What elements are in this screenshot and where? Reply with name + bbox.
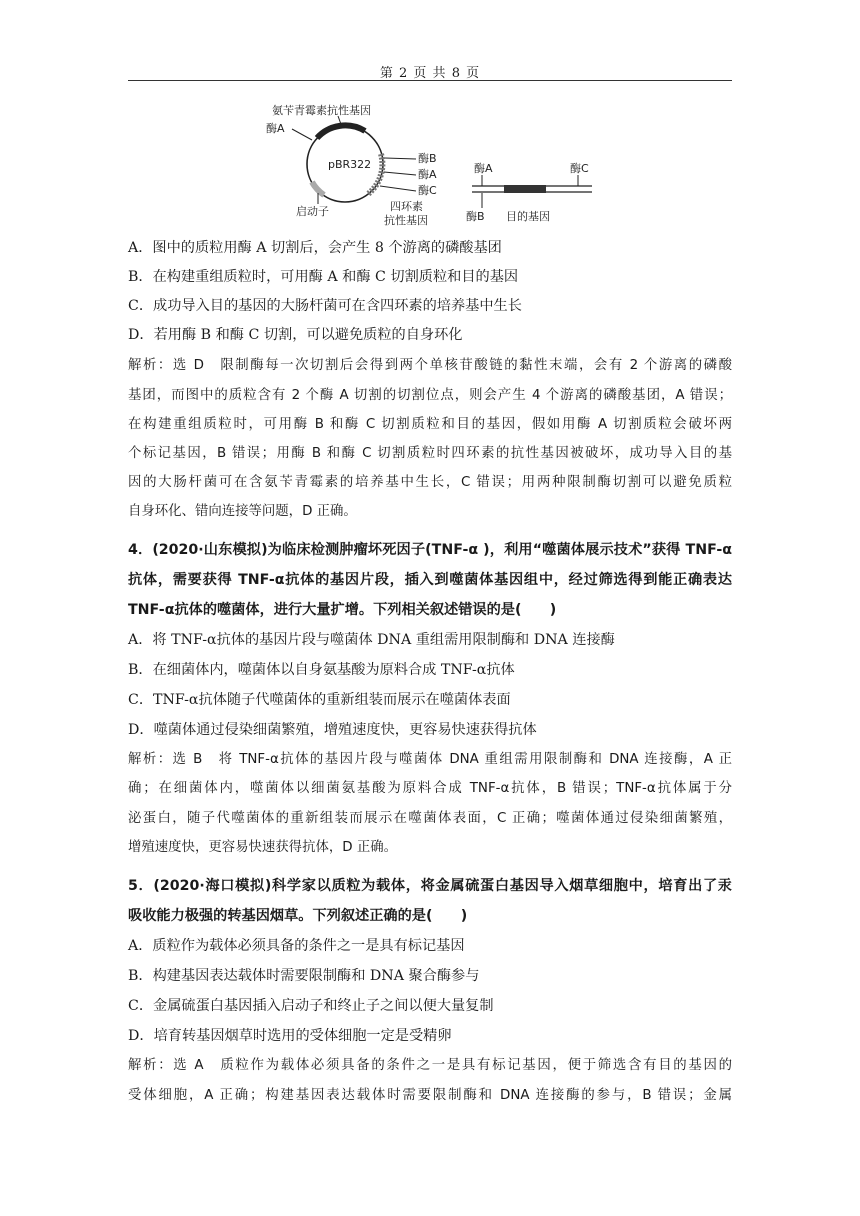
plasmid-figure: [260, 96, 600, 236]
q4-option-d: D．噬菌体通过侵染细菌繁殖，增殖速度快，更容易快速获得抗体: [128, 722, 537, 738]
q5-option-c: C．金属硫蛋白基因插入启动子和终止子之间以便大量复制: [128, 998, 494, 1014]
q5-option-b: B．构建基因表达载体时需要限制酶和 DNA 聚合酶参与: [128, 968, 480, 984]
q5-stem-1: 5．(2020·海口模拟)科学家以质粒为载体，将金属硫蛋白基因导入烟草细胞中，培育出了汞: [128, 878, 732, 894]
label-frag-enzyme-c: 酶C: [570, 162, 589, 175]
q4-explanation-1: 解析：选 B 将 TNF-α抗体的基因片段与噬菌体 DNA 重组需用限制酶和 DNA 连接酶，A 正: [128, 752, 732, 767]
header-divider: [128, 80, 732, 81]
q3-explanation-1: 解析：选 D 限制酶每一次切割后会得到两个单核苷酸链的黏性末端，会有 2 个游离的磷酸: [128, 358, 732, 373]
label-frag-enzyme-a: 酶A: [474, 162, 493, 175]
q4-explanation-3: 泌蛋白，随子代噬菌体的重新组装而展示在噬菌体表面，C 正确；噬菌体通过侵染细菌繁殖，: [128, 811, 732, 826]
label-promoter: 启动子: [296, 205, 329, 218]
label-tet-2: 抗性基因: [384, 214, 428, 227]
q3-explanation-5: 因的大肠杆菌可在含氨苄青霉素的培养基中生长，C 错误；用两种限制酶切割可以避免质粒: [128, 475, 732, 490]
q4-stem-3: TNF-α抗体的噬菌体，进行大量扩增。下列相关叙述错误的是( ): [128, 602, 557, 618]
label-tet-1: 四环素: [390, 200, 423, 213]
q4-stem-2: 抗体，需要获得 TNF-α抗体的基因片段，插入到噬菌体基因组中，经过筛选得到能正确表达: [128, 572, 732, 588]
q5-explanation-1: 解析：选 A 质粒作为载体必须具备的条件之一是具有标记基因，便于筛选含有目的基因的: [128, 1058, 732, 1073]
q3-option-b: B．在构建重组质粒时，可用酶 A 和酶 C 切割质粒和目的基因: [128, 269, 519, 285]
label-enzyme-a-top: 酶A: [266, 122, 285, 135]
q4-option-b: B．在细菌体内，噬菌体以自身氨基酸为原料合成 TNF-α抗体: [128, 662, 515, 678]
amp-gene-arc: [317, 125, 365, 138]
q5-stem-2: 吸收能力极强的转基因烟草。下列叙述正确的是( ): [128, 908, 468, 924]
target-gene-box: [504, 185, 546, 193]
label-amp-gene: 氨苄青霉素抗性基因: [272, 104, 371, 117]
plasmid-diagram: [260, 96, 600, 236]
q4-option-a: A．将 TNF-α抗体的基因片段与噬菌体 DNA 重组需用限制酶和 DNA 连接酶: [128, 632, 615, 648]
label-enzyme-b: 酶B: [418, 152, 437, 165]
page-header: 第 2 页 共 8 页: [379, 66, 481, 81]
q3-option-a: A．图中的质粒用酶 A 切割后，会产生 8 个游离的磷酸基团: [128, 240, 502, 256]
q5-option-a: A．质粒作为载体必须具备的条件之一是具有标记基因: [128, 938, 465, 954]
q3-explanation-3: 在构建重组质粒时，可用酶 B 和酶 C 切割质粒和目的基因，假如用酶 A 切割质粒会破坏两: [128, 417, 732, 432]
q3-option-d: D．若用酶 B 和酶 C 切割，可以避免质粒的自身环化: [128, 327, 463, 343]
q4-option-c: C．TNF-α抗体随子代噬菌体的重新组装而展示在噬菌体表面: [128, 692, 511, 708]
label-enzyme-c: 酶C: [418, 184, 437, 197]
label-target-gene: 目的基因: [506, 210, 550, 223]
q5-option-d: D．培育转基因烟草时选用的受体细胞一定是受精卵: [128, 1028, 452, 1044]
q4-stem-1: 4．(2020·山东模拟)为临床检测肿瘤坏死因子(TNF-α )，利用“噬菌体展示技术”获得 TNF-α: [128, 542, 732, 558]
q3-explanation-4: 个标记基因，B 错误；用酶 B 和酶 C 切割质粒时四环素的抗性基因被破坏，成功导入目的基: [128, 446, 732, 461]
label-frag-enzyme-b: 酶B: [466, 210, 485, 223]
q4-explanation-2: 确；在细菌体内，噬菌体以细菌氨基酸为原料合成 TNF-α抗体，B 错误；TNF-α抗体属于分: [128, 781, 732, 796]
label-enzyme-a: 酶A: [418, 168, 437, 181]
q5-explanation-2: 受体细胞，A 正确；构建基因表达载体时需要限制酶和 DNA 连接酶的参与，B 错误；金属: [128, 1088, 732, 1103]
q3-explanation-6: 自身环化、错向连接等问题，D 正确。: [128, 504, 357, 519]
q3-option-c: C．成功导入目的基因的大肠杆菌可在含四环素的培养基中生长: [128, 298, 522, 314]
q3-explanation-2: 基团，而图中的质粒含有 2 个酶 A 切割的切割位点，则会产生 4 个游离的磷酸基团，A 错误；: [128, 388, 732, 403]
label-plasmid: pBR322: [328, 158, 372, 171]
q4-explanation-4: 增殖速度快，更容易快速获得抗体，D 正确。: [128, 840, 397, 855]
